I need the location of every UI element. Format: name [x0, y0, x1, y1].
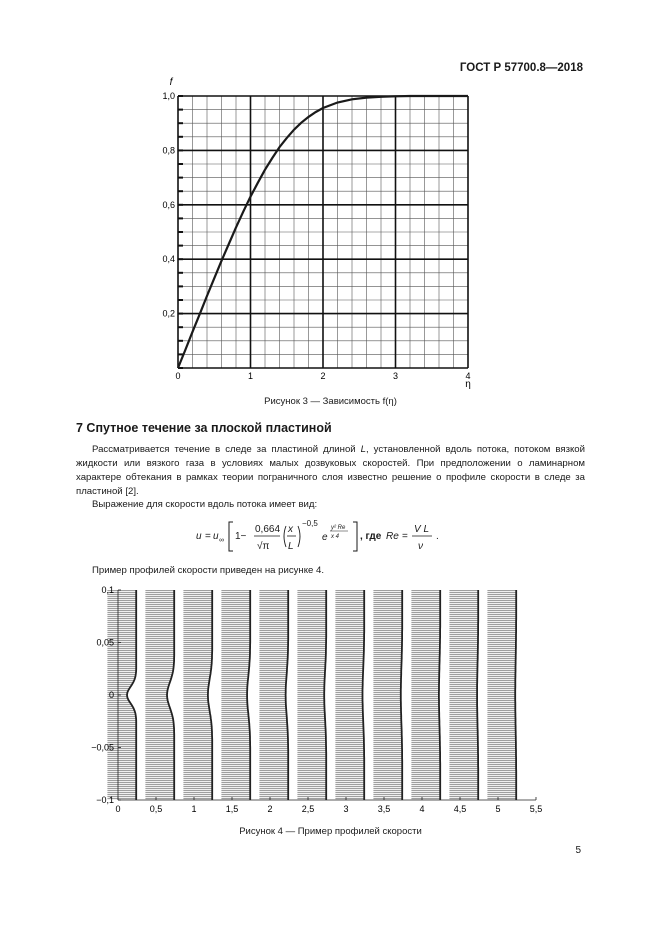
formula-dot: . [436, 531, 439, 542]
formula-where: , где [360, 531, 382, 542]
y-tick-label: 0,1 [101, 585, 114, 595]
y-tick-label: 1,0 [162, 91, 175, 101]
profile-fill [145, 590, 174, 800]
profile-fill [373, 590, 402, 800]
profile-fill [487, 590, 516, 800]
x-tick-label: 1 [247, 371, 254, 381]
formula-x: x [288, 524, 293, 535]
formula-exp: −0,5 [302, 519, 318, 528]
x-tick-label: 3 [343, 804, 349, 814]
formula-sqrt-pi: √π [257, 541, 270, 552]
velocity-formula [0, 514, 661, 558]
figure-3-chart [160, 74, 480, 394]
formula-coef: 0,664 [255, 524, 281, 535]
x-tick-label: 5 [495, 804, 501, 814]
paragraph-1: Рассматривается течение в следе за пластиной длиной L, установленной вдоль потока, потоком вязкой жидкости или вязкого газа в условиях малых дозвуковых скоростей. При предположении о ламинарном характере обтекания в рамках теории пограничного слоя известно решение о профиле скорости в следе за пластиной [2]. [76, 444, 585, 497]
profile-fill [411, 590, 440, 800]
paragraph-3: Пример профилей скорости приведен на рисунке 4. [92, 565, 325, 576]
x-tick-label: 2 [267, 804, 273, 814]
x-tick-label: 1,5 [225, 804, 239, 814]
x-tick-label: 3,5 [377, 804, 391, 814]
paragraph-2: Выражение для скорости вдоль потока имеет вид: [92, 499, 318, 510]
x-tick-label: 3 [392, 371, 399, 381]
formula-u: u [196, 531, 202, 542]
figure-4-caption: Рисунок 4 — Пример профилей скорости [239, 826, 422, 837]
formula-L: L [288, 541, 294, 552]
figure-4-chart [80, 582, 550, 822]
y-tick-label: 0 [108, 690, 114, 700]
x-tick-label: 2,5 [301, 804, 315, 814]
y-tick-label: 0,8 [162, 145, 175, 156]
document-header: ГОСТ Р 57700.8—2018 [459, 62, 583, 74]
y-tick-label: −0,05 [91, 742, 114, 753]
profile-fill [297, 590, 326, 800]
formula-eq-2: = [402, 531, 408, 542]
x-tick-label: 2 [320, 371, 326, 381]
profile-line [515, 590, 516, 800]
formula-re-num: V L [414, 524, 430, 535]
formula-eq: = [205, 531, 211, 542]
formula-e-num: y² Re [331, 525, 346, 531]
x-tick-label: 4 [419, 804, 425, 814]
formula-e: e [322, 532, 328, 543]
x-tick-label: 1 [191, 804, 197, 814]
formula-e-den: x 4 [331, 534, 340, 540]
x-tick-label: 0,5 [149, 804, 163, 814]
y-tick-label: 0,2 [162, 308, 175, 319]
y-tick-label: 0,4 [162, 254, 175, 265]
y-tick-label: −0,1 [96, 795, 114, 805]
section-title: 7 Спутное течение за плоской пластиной [76, 421, 332, 435]
figure-3-y-axis-label: f [169, 77, 173, 88]
profile-fill [449, 590, 478, 800]
profile-fill [259, 590, 288, 800]
formula-inf: ∞ [219, 537, 224, 544]
formula-one-minus: 1− [235, 531, 247, 542]
page-number: 5 [575, 845, 581, 856]
figure-4-profiles [107, 590, 516, 800]
y-tick-label: 0,05 [96, 637, 114, 648]
x-tick-label: 4,5 [453, 804, 467, 814]
profile-fill [221, 590, 250, 800]
figure-3-caption: Рисунок 3 — Зависимость f(η) [264, 396, 397, 407]
formula-re: Re [386, 531, 399, 542]
formula-u-inf: u [213, 531, 219, 542]
x-tick-label: 4 [465, 371, 471, 381]
x-tick-label: 0 [115, 804, 121, 814]
y-tick-label: 0,6 [162, 199, 175, 210]
profile-fill [335, 590, 364, 800]
figure-3-x-axis-label: η [465, 379, 471, 390]
x-tick-label: 5,5 [529, 804, 543, 814]
x-tick-label: 0 [175, 371, 181, 381]
formula-re-den: ν [418, 541, 423, 552]
figure-3-grid [178, 96, 468, 368]
